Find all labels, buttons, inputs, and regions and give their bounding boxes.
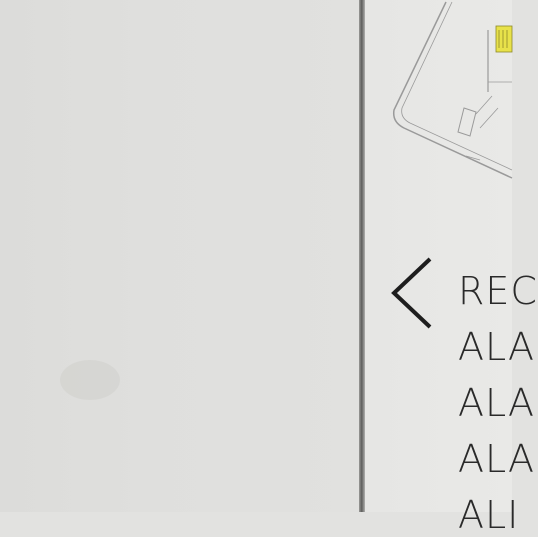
map-wall-line (480, 108, 498, 128)
destination-label: ALA (458, 437, 536, 481)
map-wall-line (476, 96, 492, 114)
destination-label: ALA (458, 381, 536, 425)
destination-label: ALI (458, 493, 520, 537)
map-door (458, 108, 476, 136)
destination-label: REC (458, 269, 538, 313)
destination-label: ALA (458, 325, 536, 369)
floor-plan-map (380, 0, 512, 180)
map-outline (394, 2, 512, 178)
map-you-are-here-marker (496, 26, 512, 52)
chevron-left-icon (388, 256, 436, 332)
wall-stain (60, 360, 120, 400)
map-inner-outline (402, 2, 512, 170)
